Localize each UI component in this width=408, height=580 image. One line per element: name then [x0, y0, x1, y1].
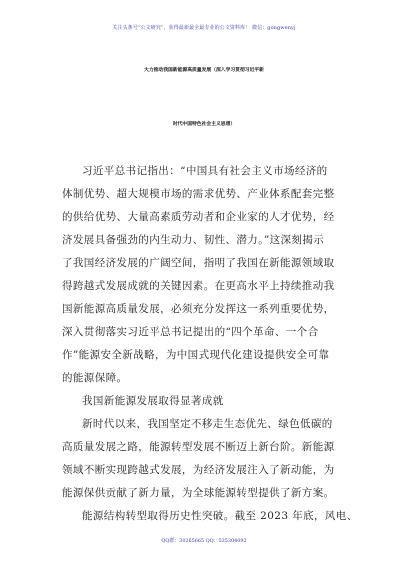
paragraph-line: 能源结构转型取得历史性突破。截至 2023 年底，风电、	[82, 510, 358, 522]
document-title-line-2: 时代中国特色社会主义思想）	[172, 122, 236, 127]
paragraph-line: 的供给优势、大量高素质劳动者和企业家的人才优势，经	[62, 211, 335, 223]
paragraph-line: 济发展具备强劲的内生动力、韧性、潜力。”这深刻揭示	[62, 234, 325, 246]
paragraph-line: 高质量发展之路，能源转型发展不断迈上新台阶。新能源	[62, 441, 335, 453]
paragraph-line: 得跨越式发展成就的关键因素。在更高水平上持续推动我	[62, 280, 335, 292]
header-note: 关注头条号“公文研究”，获得最新最全最专业的公文资料库！ 微信：gongwenyj	[112, 25, 296, 31]
paragraph-line: 作”能源安全新战略，为中国式现代化建设提供安全可靠	[62, 349, 330, 361]
paragraph-line: 国新能源高质量发展，必须充分发挥这一系列重要优势，	[62, 303, 335, 315]
paragraph-line: 习近平总书记指出：“中国具有社会主义市场经济的	[82, 165, 328, 177]
paragraph-line: 领域不断实现跨越式发展，为经济发展注入了新动能，为	[62, 464, 335, 476]
paragraph-line: 体制优势、超大规模市场的需求优势、产业体系配套完整	[62, 188, 335, 200]
section-heading: 我国新能源发展取得显著成就	[82, 395, 224, 407]
document-title-line-1: 大力推动我国新能源高质量发展（深入学习贯彻习近平新	[144, 68, 264, 73]
paragraph-line: 了我国经济发展的广阔空间，指明了我国在新能源领域取	[62, 257, 335, 269]
paragraph-line: 新时代以来，我国坚定不移走生态优先、绿色低碳的	[82, 418, 333, 430]
paragraph-line: 深入贯彻落实习近平总书记提出的“四个革命、一个合	[62, 326, 319, 338]
paragraph-line: 的能源保障。	[62, 372, 128, 384]
paragraph-line: 能源保供贡献了新力量，为全球能源转型提供了新方案。	[62, 487, 335, 499]
footer-note: QQ群：30265665 QQ：535304092	[161, 538, 247, 544]
